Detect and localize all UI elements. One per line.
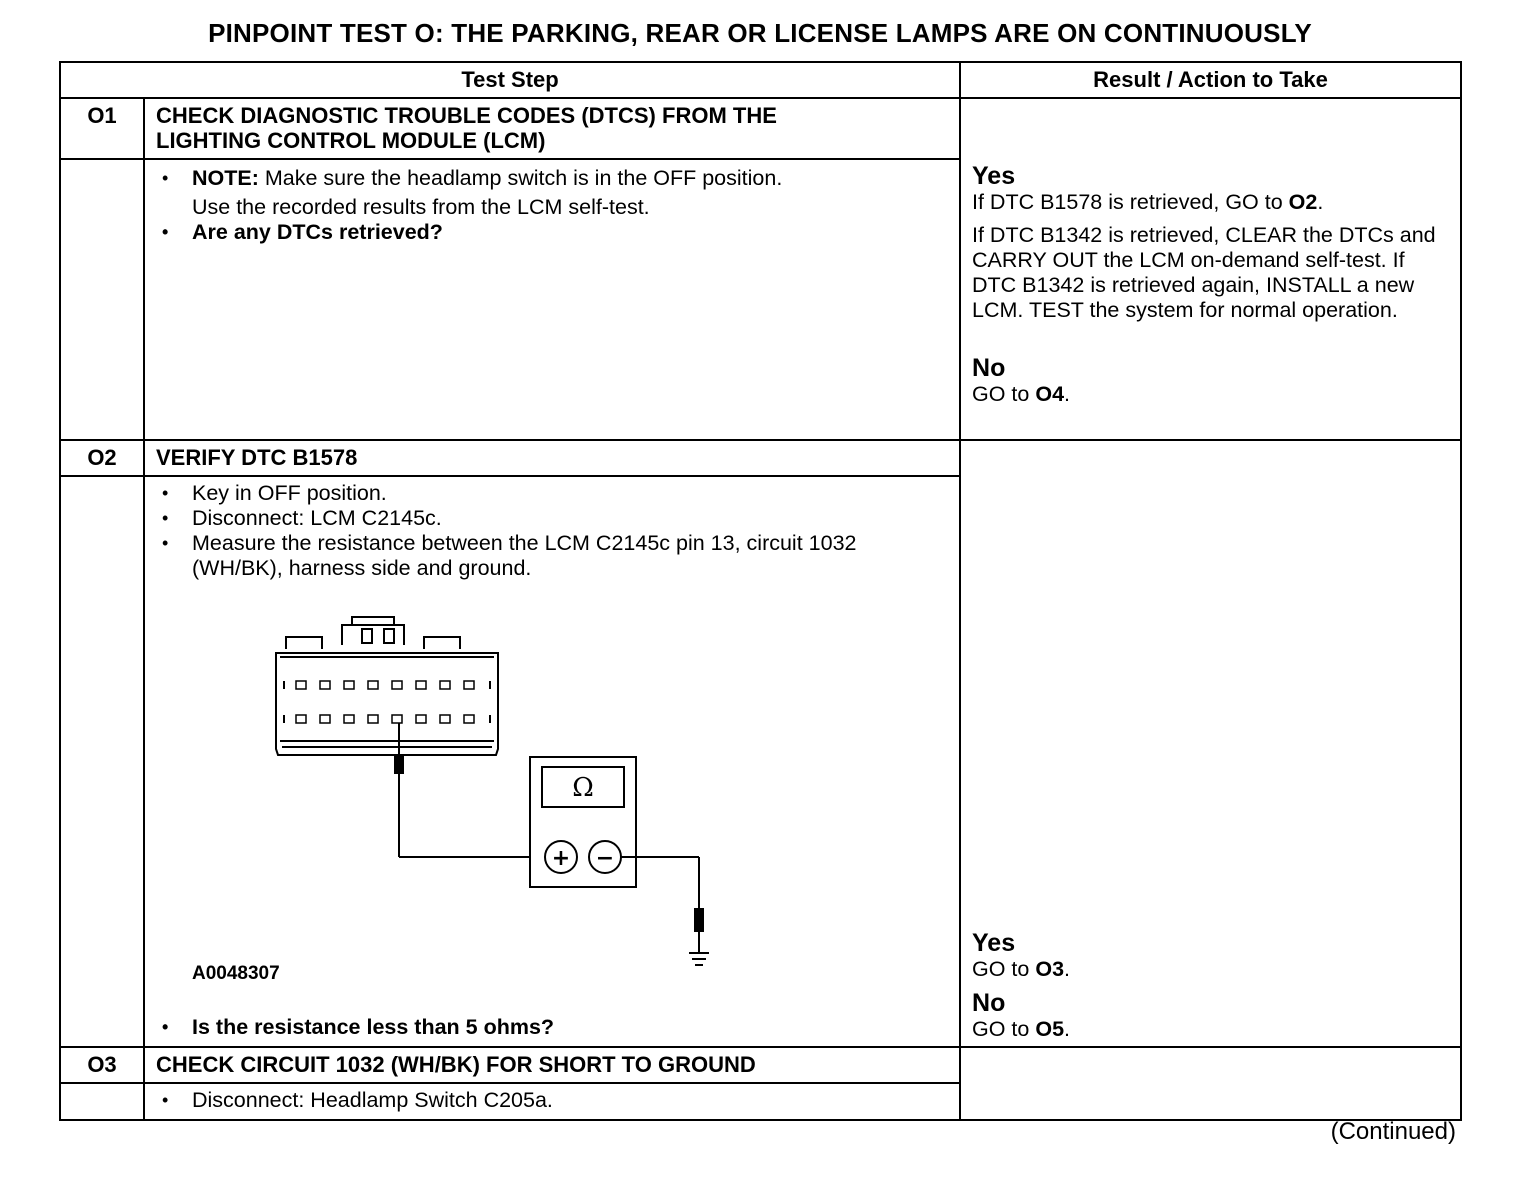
col-header-test-step: Test Step [60, 62, 960, 98]
step-body [144, 1083, 960, 1120]
negative-probe [621, 857, 703, 953]
bullet-item: • Measure the resistance between the LCM C2145c pin 13, circuit 1032 (WH/BK), harness side and ground. [166, 531, 949, 581]
bullet-item: • NOTE: Make sure the headlamp switch is in the OFF position. Use the recorded results from the LCM self-test. [166, 166, 949, 220]
step-o1-result [960, 98, 1461, 440]
step-id: O1 [60, 98, 144, 159]
step-title-line: CHECK DIAGNOSTIC TROUBLE CODES (DTCS) FROM THE [156, 103, 777, 128]
step-body [144, 476, 960, 1047]
step-id-spacer [60, 1083, 144, 1120]
yes-label: Yes [972, 162, 1016, 190]
result-text: GO to O4. [972, 382, 1071, 406]
connector-pins [296, 681, 474, 723]
ground-icon [689, 953, 709, 965]
step-bullets [156, 166, 949, 245]
bullet-item: • Disconnect: LCM C2145c. [166, 506, 949, 531]
positive-probe [395, 723, 530, 857]
step-o3-result [960, 1047, 1461, 1120]
step-title-line: LIGHTING CONTROL MODULE (LCM) [156, 128, 546, 153]
result-text: If DTC B1342 is retrieved, CLEAR the DTCs and CARRY OUT the LCM on-demand self-test. If DTC B1342 is retrieved again, INSTALL a new LCM. TEST the system for normal operation. [972, 223, 1436, 322]
result-text: GO to O3. [972, 957, 1071, 981]
step-o2-result [960, 440, 1461, 1047]
minus-icon: − [595, 846, 615, 871]
step-id: O2 [60, 440, 144, 476]
bullet-item: • Disconnect: Headlamp Switch C205a. [166, 1088, 949, 1113]
no-label: No [972, 989, 1006, 1017]
ohm-icon: Ω [572, 773, 594, 803]
result-text: If DTC B1578 is retrieved, GO to O2. [972, 190, 1324, 214]
page-title: PINPOINT TEST O: THE PARKING, REAR OR LICENSE LAMPS ARE ON CONTINUOUSLY [208, 18, 1312, 48]
step-o3-title-row [60, 1047, 1461, 1083]
step-id: O3 [60, 1047, 144, 1083]
yes-label: Yes [972, 929, 1016, 957]
result-text: GO to O5. [972, 1017, 1071, 1041]
step-bullets [156, 481, 949, 581]
step-o1-title-row [60, 98, 1461, 159]
step-id-spacer [60, 159, 144, 440]
step-body [144, 159, 960, 440]
step-bullets [156, 1015, 949, 1040]
bullet-item: • Key in OFF position. [166, 481, 949, 506]
table-header-row [60, 62, 1461, 98]
diagram-svg [156, 581, 936, 981]
step-title: CHECK CIRCUIT 1032 (WH/BK) FOR SHORT TO GROUND [144, 1047, 960, 1083]
bullet-item: • Is the resistance less than 5 ohms? [166, 1015, 949, 1040]
step-o2-title-row [60, 440, 1461, 476]
col-header-result: Result / Action to Take [960, 62, 1461, 98]
no-label: No [972, 354, 1006, 382]
continued-label: (Continued) [1330, 1118, 1456, 1145]
connector-ohmmeter-diagram [156, 581, 936, 1015]
step-id-spacer [60, 476, 144, 1047]
pinpoint-test-table [59, 61, 1462, 1121]
figure-id: A0048307 [192, 963, 280, 984]
step-title [144, 98, 960, 159]
step-bullets [156, 1088, 949, 1113]
plus-icon: + [551, 846, 571, 871]
bullet-item: • Are any DTCs retrieved? [166, 220, 949, 245]
step-title: VERIFY DTC B1578 [144, 440, 960, 476]
